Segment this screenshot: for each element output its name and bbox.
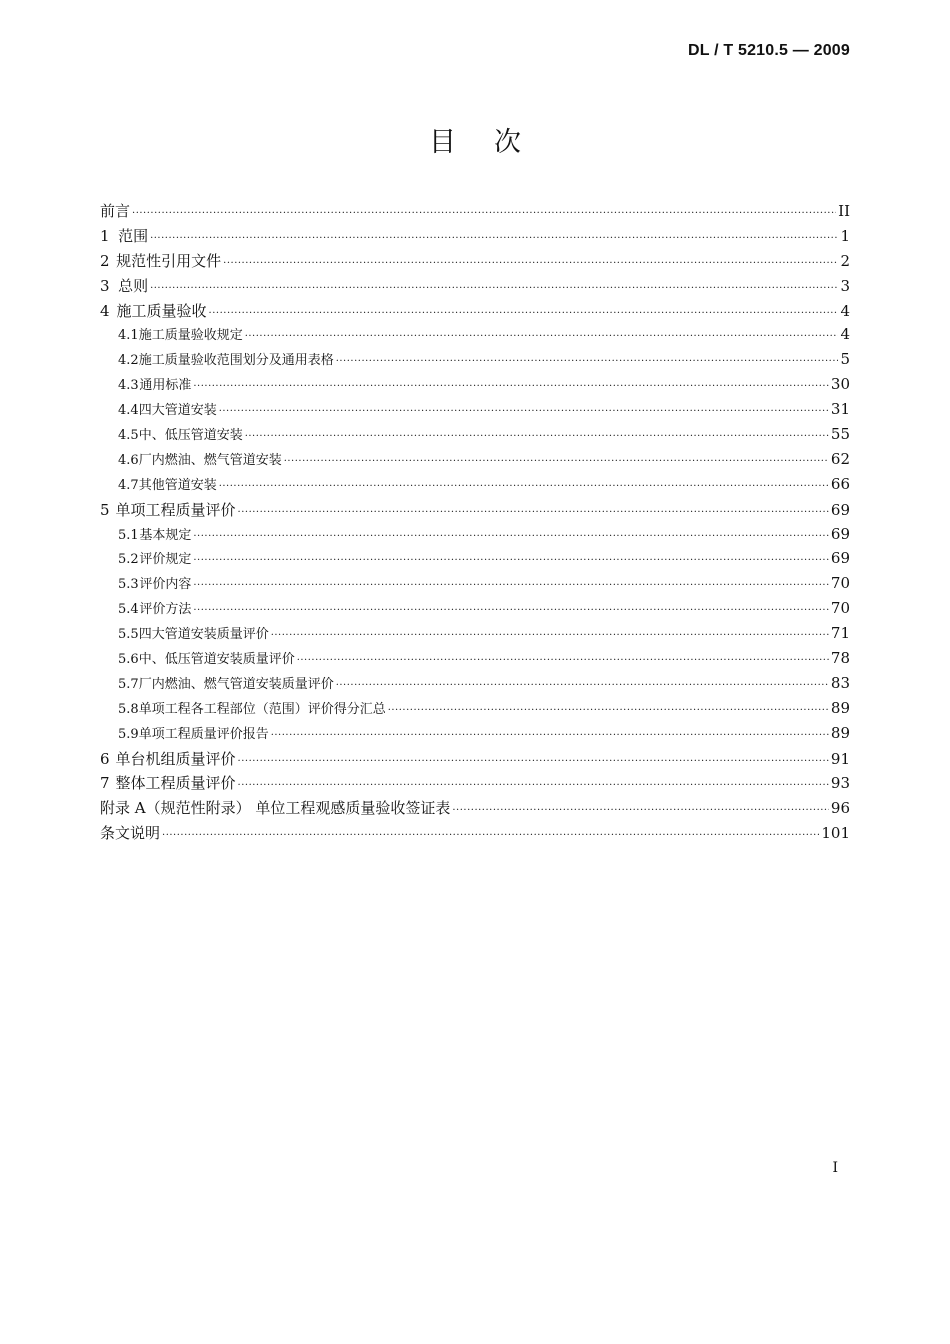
toc-dot-leader <box>336 680 829 691</box>
toc-entry-page: 70 <box>830 599 850 618</box>
toc-entry-number: 5.1 <box>118 527 139 543</box>
toc-entry[interactable] <box>100 275 850 300</box>
toc-entry[interactable] <box>100 698 850 723</box>
toc-entry-title: 总则 <box>118 276 149 295</box>
toc-entry-title: 单项工程各工程部位（范围）评价得分汇总 <box>138 701 386 717</box>
toc-entry-page: 91 <box>830 749 850 768</box>
toc-entry-number: 5.4 <box>118 602 139 618</box>
toc-entry-number: 1 <box>100 226 110 245</box>
toc-entry-title: 四大管道安装质量评价 <box>138 627 269 643</box>
table-of-contents <box>100 200 850 847</box>
toc-entry-title: 通用标准 <box>139 378 192 394</box>
toc-entry-number: 4.6 <box>118 452 139 468</box>
toc-entry-page: 3 <box>840 276 850 295</box>
toc-entry[interactable] <box>100 623 850 648</box>
toc-dot-leader <box>193 580 829 591</box>
toc-entry-page: 69 <box>830 524 850 543</box>
toc-entry[interactable] <box>100 250 850 275</box>
toc-entry-page: 69 <box>830 549 850 568</box>
toc-entry-title: 四大管道安装 <box>138 403 217 419</box>
toc-entry[interactable] <box>100 822 850 847</box>
toc-entry[interactable] <box>100 300 850 325</box>
toc-entry-number: 5.5 <box>118 627 139 643</box>
toc-entry-page: 2 <box>840 251 850 270</box>
toc-entry-page: 89 <box>830 698 850 717</box>
toc-entry-number: 5.3 <box>118 577 139 593</box>
toc-dot-leader <box>336 356 839 367</box>
toc-entry-title: 施工质量验收范围划分及通用表格 <box>138 353 334 369</box>
toc-dot-leader <box>388 705 829 716</box>
toc-entry-title: 施工质量验收 <box>116 301 207 320</box>
toc-entry[interactable] <box>100 225 850 250</box>
toc-entry-title: 评价方法 <box>139 602 192 618</box>
toc-entry-title: 单项工程质量评价报告 <box>138 726 269 742</box>
toc-dot-leader <box>297 655 829 666</box>
toc-entry-title: 条文说明 <box>100 824 161 843</box>
toc-entry-title: 单台机组质量评价 <box>115 749 236 768</box>
toc-entry-title: 附录 A（规范性附录） 单位工程观感质量验收签证表 <box>100 799 451 818</box>
toc-entry[interactable] <box>100 349 850 374</box>
toc-entry-page: 93 <box>830 774 850 793</box>
toc-entry-title: 前言 <box>100 202 131 220</box>
toc-dot-leader <box>223 258 838 269</box>
toc-entry-page: 4 <box>840 325 850 344</box>
toc-entry-page: 1 <box>840 226 850 245</box>
toc-entry[interactable] <box>100 424 850 449</box>
toc-dot-leader <box>219 481 829 492</box>
toc-entry-title: 其他管道安装 <box>138 477 217 493</box>
toc-entry-number: 4.5 <box>118 428 139 444</box>
toc-entry-page: 89 <box>830 723 850 742</box>
toc-entry[interactable] <box>100 499 850 524</box>
toc-entry-number: 5.6 <box>118 652 139 668</box>
toc-entry-number: 2 <box>100 251 110 270</box>
toc-dot-leader <box>284 456 829 467</box>
toc-entry-title: 评价规定 <box>139 552 192 568</box>
toc-dot-leader <box>238 507 829 518</box>
toc-dot-leader <box>193 381 829 392</box>
toc-dot-leader <box>162 830 819 841</box>
toc-entry[interactable] <box>100 723 850 748</box>
toc-entry-number: 4 <box>100 301 110 320</box>
toc-entry[interactable] <box>100 524 850 549</box>
toc-entry-page: 5 <box>840 350 850 369</box>
toc-entry-title: 范围 <box>118 226 149 245</box>
toc-entry-page: 71 <box>830 624 850 643</box>
toc-entry-page: 78 <box>830 649 850 668</box>
toc-dot-leader <box>452 805 829 816</box>
toc-entry-page: 69 <box>830 500 850 519</box>
page-title: 目次 <box>429 127 559 158</box>
toc-entry-number: 5.8 <box>118 701 139 717</box>
toc-dot-leader <box>271 630 829 641</box>
toc-entry-page: 66 <box>830 474 850 493</box>
toc-entry-number: 4.1 <box>118 328 139 344</box>
toc-entry-page: 4 <box>840 301 850 320</box>
toc-entry[interactable] <box>100 598 850 623</box>
document-code: DL / T 5210.5 — 2009 <box>687 42 850 59</box>
toc-entry-title: 整体工程质量评价 <box>115 774 236 793</box>
toc-dot-leader <box>193 531 829 542</box>
toc-entry-title: 厂内燃油、燃气管道安装质量评价 <box>138 676 334 692</box>
toc-dot-leader <box>271 730 829 741</box>
toc-dot-leader <box>193 555 829 566</box>
toc-entry[interactable] <box>100 374 850 399</box>
toc-entry-page: 62 <box>830 449 850 468</box>
toc-entry[interactable] <box>100 399 850 424</box>
toc-dot-leader <box>245 331 839 342</box>
toc-entry[interactable] <box>100 324 850 349</box>
toc-entry-page: 96 <box>830 799 850 818</box>
toc-entry[interactable] <box>100 797 850 822</box>
toc-entry-page: 83 <box>830 673 850 692</box>
toc-dot-leader <box>238 780 829 791</box>
toc-entry-page: 30 <box>830 375 850 394</box>
toc-entry-title: 厂内燃油、燃气管道安装 <box>138 452 282 468</box>
toc-entry-page: 31 <box>830 400 850 419</box>
toc-dot-leader <box>219 406 829 417</box>
toc-entry-number: 4.4 <box>118 403 139 419</box>
toc-entry-title: 施工质量验收规定 <box>138 328 243 344</box>
toc-entry-page: 55 <box>830 425 850 444</box>
toc-entry[interactable] <box>100 648 850 673</box>
toc-entry-number: 4.2 <box>118 353 139 369</box>
toc-entry-page: II <box>838 202 850 220</box>
toc-entry[interactable] <box>100 449 850 474</box>
toc-dot-leader <box>150 283 838 294</box>
toc-entry-title: 基本规定 <box>139 527 192 543</box>
toc-entry-number: 4.7 <box>118 477 139 493</box>
toc-entry-number: 4.3 <box>118 378 139 394</box>
toc-entry-number: 5 <box>100 500 110 519</box>
toc-entry[interactable] <box>100 772 850 797</box>
toc-entry-title: 中、低压管道安装 <box>138 428 243 444</box>
toc-entry-title: 规范性引用文件 <box>116 251 222 270</box>
toc-entry-number: 5.9 <box>118 726 139 742</box>
toc-entry[interactable] <box>100 748 850 773</box>
toc-entry[interactable] <box>100 200 850 225</box>
toc-entry[interactable] <box>100 548 850 573</box>
toc-entry-title: 单项工程质量评价 <box>115 500 236 519</box>
toc-dot-leader <box>209 308 839 319</box>
toc-dot-leader <box>245 431 829 442</box>
toc-entry-number: 3 <box>100 276 110 295</box>
toc-entry-number: 5.7 <box>118 676 139 692</box>
toc-entry-number: 5.2 <box>118 552 139 568</box>
toc-entry-page: 70 <box>830 574 850 593</box>
toc-entry-number: 7 <box>100 774 110 793</box>
toc-entry[interactable] <box>100 474 850 499</box>
toc-entry-title: 评价内容 <box>139 577 192 593</box>
page-number: I <box>832 1160 838 1176</box>
toc-entry-number: 6 <box>100 749 110 768</box>
toc-entry-page: 101 <box>821 824 850 843</box>
toc-dot-leader <box>150 233 838 244</box>
toc-entry[interactable] <box>100 673 850 698</box>
toc-dot-leader <box>132 208 836 219</box>
toc-entry[interactable] <box>100 573 850 598</box>
toc-dot-leader <box>238 756 829 767</box>
toc-entry-title: 中、低压管道安装质量评价 <box>138 652 295 668</box>
toc-dot-leader <box>193 605 829 616</box>
